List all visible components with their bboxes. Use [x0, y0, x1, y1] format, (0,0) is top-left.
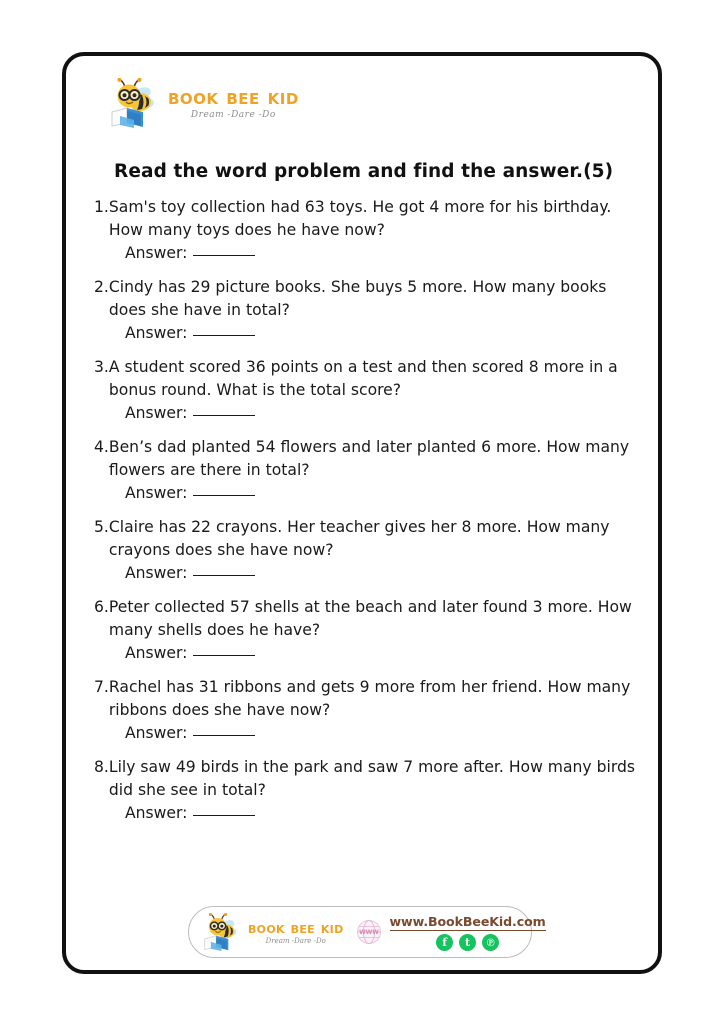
logo-wordmark [168, 84, 299, 120]
footer-logo [203, 913, 344, 951]
question-text: Sam's toy collection had 63 toys. He got 4 more for his birthday. How many toys does he have now? [108, 198, 612, 239]
answer-blank[interactable] [193, 815, 255, 816]
question-item [94, 196, 642, 262]
brand-name: book bee kid [168, 84, 299, 109]
footer-wordmark [248, 917, 344, 945]
answer-blank[interactable] [193, 575, 255, 576]
question-item [94, 756, 642, 822]
brand-tagline: Dream -Dare -Do [190, 109, 276, 120]
question-number: 2. [94, 278, 109, 297]
question-body [94, 356, 642, 402]
answer-row [125, 564, 642, 582]
worksheet-page-frame [62, 52, 662, 974]
answer-blank[interactable] [193, 415, 255, 416]
answer-blank[interactable] [193, 255, 255, 256]
bee-with-book-icon [203, 913, 243, 951]
question-item [94, 516, 642, 582]
answer-blank[interactable] [193, 335, 255, 336]
question-item [94, 436, 642, 502]
social-links-row [436, 934, 499, 951]
question-number: 8. [94, 758, 109, 777]
question-list [94, 196, 642, 836]
question-item [94, 356, 642, 422]
question-text: Peter collected 57 shells at the beach and later found 3 more. How many shells does he have? [108, 598, 632, 639]
answer-row [125, 644, 642, 662]
question-number: 7. [94, 678, 109, 697]
question-body [94, 676, 642, 722]
pinterest-icon[interactable]: ℗ [482, 934, 499, 951]
question-number: 6. [94, 598, 109, 617]
question-number: 1. [94, 198, 109, 216]
answer-label: Answer: [125, 483, 188, 502]
question-number: 3. [94, 358, 109, 377]
question-item [94, 596, 642, 662]
answer-label: Answer: [125, 403, 188, 422]
website-url-link[interactable]: www.BookBeeKid.com [389, 913, 546, 929]
answer-label: Answer: [125, 643, 188, 662]
question-number: 4. [94, 438, 109, 457]
twitter-icon[interactable]: t [459, 934, 476, 951]
answer-label: Answer: [125, 803, 188, 822]
question-body [94, 516, 642, 562]
answer-blank[interactable] [193, 495, 255, 496]
question-text: Lily saw 49 birds in the park and saw 7 more after. How many birds did she see in total? [108, 758, 636, 799]
footer-brand-tagline: Dream -Dare -Do [265, 936, 326, 945]
footer-link-column [390, 914, 546, 951]
question-body [94, 756, 642, 802]
footer-brand-name: book bee kid [248, 917, 344, 937]
question-body [94, 276, 642, 322]
answer-row [125, 244, 642, 262]
question-text: Rachel has 31 ribbons and gets 9 more from her friend. How many ribbons does she have now? [108, 678, 631, 719]
question-body [94, 436, 642, 482]
svg-text:WWW: WWW [358, 929, 379, 936]
footer-badge [188, 906, 546, 958]
question-item [94, 276, 642, 342]
answer-blank[interactable] [193, 735, 255, 736]
answer-row [125, 484, 642, 502]
question-item [94, 676, 642, 742]
header-logo [110, 78, 299, 128]
answer-label: Answer: [125, 243, 188, 262]
bee-with-book-icon [110, 78, 162, 128]
answer-row [125, 324, 642, 342]
answer-row [125, 804, 642, 822]
question-text: A student scored 36 points on a test and then scored 8 more in a bonus round. What is the total score? [108, 358, 618, 399]
answer-row [125, 724, 642, 742]
question-text: Cindy has 29 picture books. She buys 5 more. How many books does she have in total? [108, 278, 607, 319]
answer-label: Answer: [125, 323, 188, 342]
answer-label: Answer: [125, 563, 188, 582]
answer-blank[interactable] [193, 655, 255, 656]
footer-contact-group [356, 914, 546, 951]
facebook-icon[interactable]: f [436, 934, 453, 951]
www-globe-icon [356, 919, 382, 945]
question-text: Claire has 22 crayons. Her teacher gives her 8 more. How many crayons does she have now? [108, 518, 610, 559]
answer-row [125, 404, 642, 422]
question-text: Ben’s dad planted 54 flowers and later planted 6 more. How many flowers are there in total? [108, 438, 630, 479]
question-number: 5. [94, 518, 109, 537]
answer-label: Answer: [125, 723, 188, 742]
question-body [94, 196, 642, 242]
question-body [94, 596, 642, 642]
worksheet-title: Read the word problem and find the answer.(5) [114, 161, 614, 182]
